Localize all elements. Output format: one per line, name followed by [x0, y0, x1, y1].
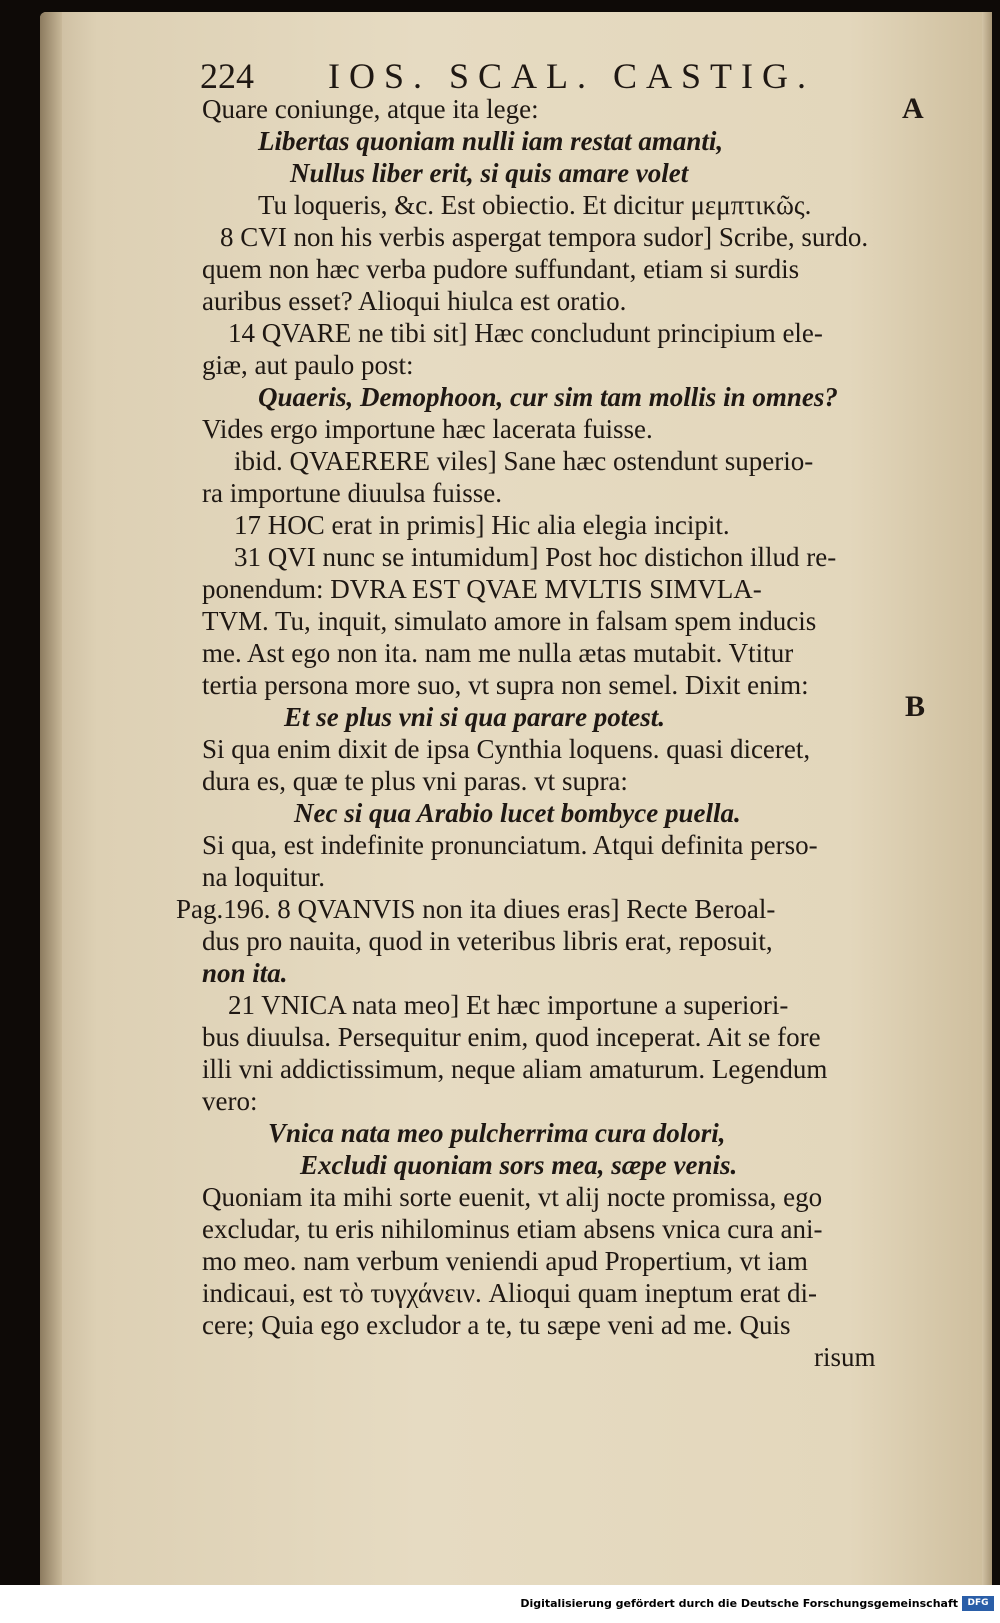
text-line: auribus esset? Alioqui hiulca est oratio.	[202, 286, 627, 316]
text-line: dus pro nauita, quod in veteribus libris erat, reposuit,	[202, 926, 773, 956]
text-line: 14 QVARE ne tibi sit] Hæc concludunt principium ele-	[228, 318, 823, 348]
text-line: Si qua, est indefinite pronunciatum. Atqui definita perso-	[202, 830, 818, 860]
text-line: cere; Quia ego excludor a te, tu sæpe veni ad me. Quis	[202, 1310, 791, 1340]
text-line: 31 QVI nunc se intumidum] Post hoc distichon illud re-	[234, 542, 837, 572]
text-line: tertia persona more suo, vt supra non semel. Dixit enim:	[202, 670, 809, 700]
verse-line: Excludi quoniam sors mea, sæpe venis.	[300, 1150, 738, 1180]
text-line: Quoniam ita mihi sorte euenit, vt alij nocte promissa, ego	[202, 1182, 823, 1212]
digitization-footer	[0, 1595, 1000, 1619]
text-line: Si qua enim dixit de ipsa Cynthia loquens. quasi diceret,	[202, 734, 811, 764]
running-title: IOS. SCAL. CASTIG.	[328, 56, 816, 96]
text-line: Pag.196. 8 QVANVIS non ita diues eras] Recte Beroal-	[176, 894, 776, 924]
text-line: vero:	[202, 1086, 258, 1116]
page-number: 224	[200, 56, 254, 96]
text-line: bus diuulsa. Persequitur enim, quod inceperat. Ait se fore	[202, 1022, 821, 1052]
verse-line: Libertas quoniam nulli iam restat amanti,	[258, 126, 724, 156]
verse-line: Nec si qua Arabio lucet bombyce puella.	[294, 798, 741, 828]
text-line: illi vni addictissimum, neque aliam amaturum. Legendum	[202, 1054, 828, 1084]
page-edge	[982, 12, 992, 1585]
text-line: 8 CVI non his verbis aspergat tempora sudor] Scribe, surdo.	[220, 222, 869, 252]
text-line: ra importune diuulsa fuisse.	[202, 478, 502, 508]
text-line: TVM. Tu, inquit, simulato amore in falsam spem inducis	[202, 606, 817, 636]
text-line: mo meo. nam verbum veniendi apud Propertium, vt iam	[202, 1246, 808, 1276]
margin-letter-b: B	[905, 690, 926, 723]
text-line: ponendum: DVRA EST QVAE MVLTIS SIMVLA-	[202, 574, 762, 604]
text-line: non ita.	[202, 958, 288, 988]
verse-line: Vnica nata meo pulcherrima cura dolori,	[268, 1118, 726, 1148]
page-gutter	[40, 12, 62, 1585]
text-line: indicaui, est τὸ τυγχάνειν. Alioqui quam ineptum erat di-	[202, 1278, 817, 1308]
text-line: quem non hæc verba pudore suffundant, etiam si surdis	[202, 254, 800, 284]
text-line: giæ, aut paulo post:	[202, 350, 414, 380]
footer-credit: Digitalisierung gefördert durch die Deutsche Forschungsgemeinschaft	[520, 1597, 958, 1610]
text-line: Tu loqueris, &c. Est obiectio. Et dicitur μεμπτικῶς.	[258, 190, 812, 220]
text-line: Vides ergo importune hæc lacerata fuisse.	[202, 414, 653, 444]
verse-line: Quaeris, Demophoon, cur sim tam mollis in omnes?	[258, 382, 838, 412]
verse-line: Nullus liber erit, si quis amare volet	[290, 158, 689, 188]
text-line: excludar, tu eris nihilominus etiam absens vnica cura ani-	[202, 1214, 823, 1244]
verse-line: Et se plus vni si qua parare potest.	[284, 702, 666, 732]
text-line: ibid. QVAERERE viles] Sane hæc ostendunt superio-	[234, 446, 814, 476]
catchword: risum	[814, 1342, 876, 1372]
text-line: 17 HOC erat in primis] Hic alia elegia incipit.	[234, 510, 730, 540]
margin-letter-a: A	[902, 92, 924, 125]
text-line: 21 VNICA nata meo] Et hæc importune a superiori-	[228, 990, 789, 1020]
text-line: na loquitur.	[202, 862, 325, 892]
dfg-logo: DFG	[962, 1596, 994, 1611]
text-line: dura es, quæ te plus vni paras. vt supra:	[202, 766, 628, 796]
text-line: Quare coniunge, atque ita lege:	[202, 94, 539, 124]
text-line: me. Ast ego non ita. nam me nulla ætas mutabit. Vtitur	[202, 638, 794, 668]
